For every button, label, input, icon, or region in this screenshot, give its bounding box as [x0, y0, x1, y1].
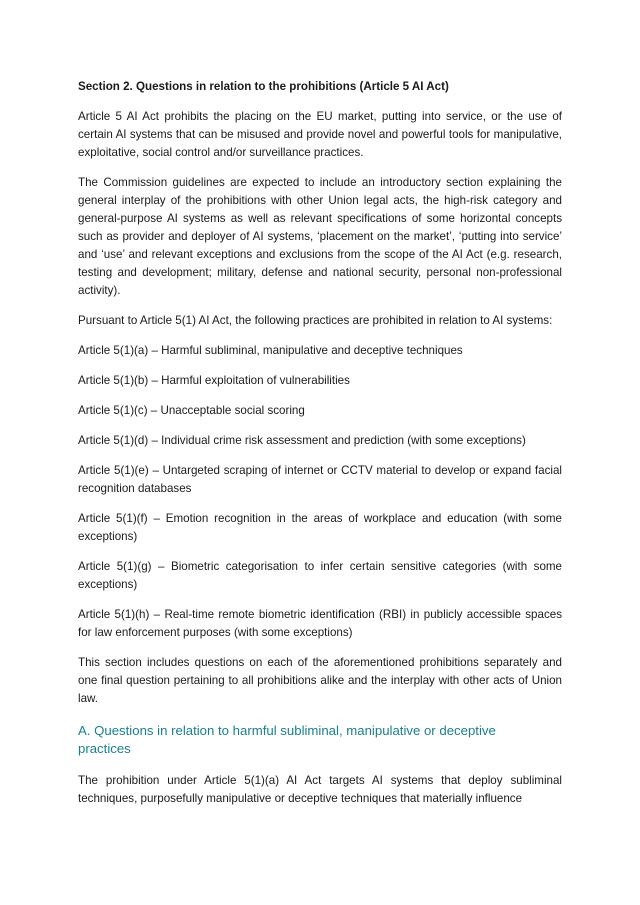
article-5-1-g: Article 5(1)(g) – Biometric categorisation to infer certain sensitive categories (with some exceptions): [78, 560, 562, 591]
article-5-1-d: Article 5(1)(d) – Individual crime risk assessment and prediction (with some exceptions): [78, 434, 526, 447]
pursuant-paragraph: Pursuant to Article 5(1) AI Act, the following practices are prohibited in relation to AI systems:: [78, 314, 553, 327]
section-title: Section 2. Questions in relation to the prohibitions (Article 5 AI Act): [78, 80, 449, 93]
article-5-1-f: Article 5(1)(f) – Emotion recognition in the areas of workplace and education (with some exceptions): [78, 512, 562, 543]
article-5-1-e: Article 5(1)(e) – Untargeted scraping of internet or CCTV material to develop or expand facial recognition databases: [78, 464, 562, 495]
article-5-1-a: Article 5(1)(a) – Harmful subliminal, manipulative and deceptive techniques: [78, 344, 463, 357]
guidelines-paragraph: The Commission guidelines are expected to include an introductory section explaining the general interplay of the prohibitions with other Union legal acts, the high-risk category and general-purpose AI systems as well as relevant specifications of some horizontal concepts such as provider and deployer of AI systems, ‘placement on the market’, ‘putting into service’ and ‘use’ and relevant exceptions and exclusions from the scope of the AI Act (e.g. research, testing and development; military, defense and national security, personal non-professional activity).: [78, 176, 562, 297]
intro-paragraph: Article 5 AI Act prohibits the placing on the EU market, putting into service, or the use of certain AI systems that can be misused and provide novel and powerful tools for manipulative, exploitative, social control and/or surveillance practices.: [78, 110, 562, 159]
subsection-body: The prohibition under Article 5(1)(a) AI Act targets AI systems that deploy subliminal techniques, purposefully manipulative or deceptive techniques that materially influence: [78, 774, 562, 805]
subsection-heading: A. Questions in relation to harmful subliminal, manipulative or deceptive practices: [78, 723, 496, 756]
article-5-1-c: Article 5(1)(c) – Unacceptable social scoring: [78, 404, 305, 417]
article-5-1-h: Article 5(1)(h) – Real-time remote biometric identification (RBI) in publicly accessible spaces for law enforcement purposes (with some exceptions): [78, 608, 562, 639]
article-5-1-b: Article 5(1)(b) – Harmful exploitation of vulnerabilities: [78, 374, 350, 387]
closing-paragraph: This section includes questions on each of the aforementioned prohibitions separately and one final question pertaining to all prohibitions alike and the interplay with other acts of Union law.: [78, 656, 562, 705]
